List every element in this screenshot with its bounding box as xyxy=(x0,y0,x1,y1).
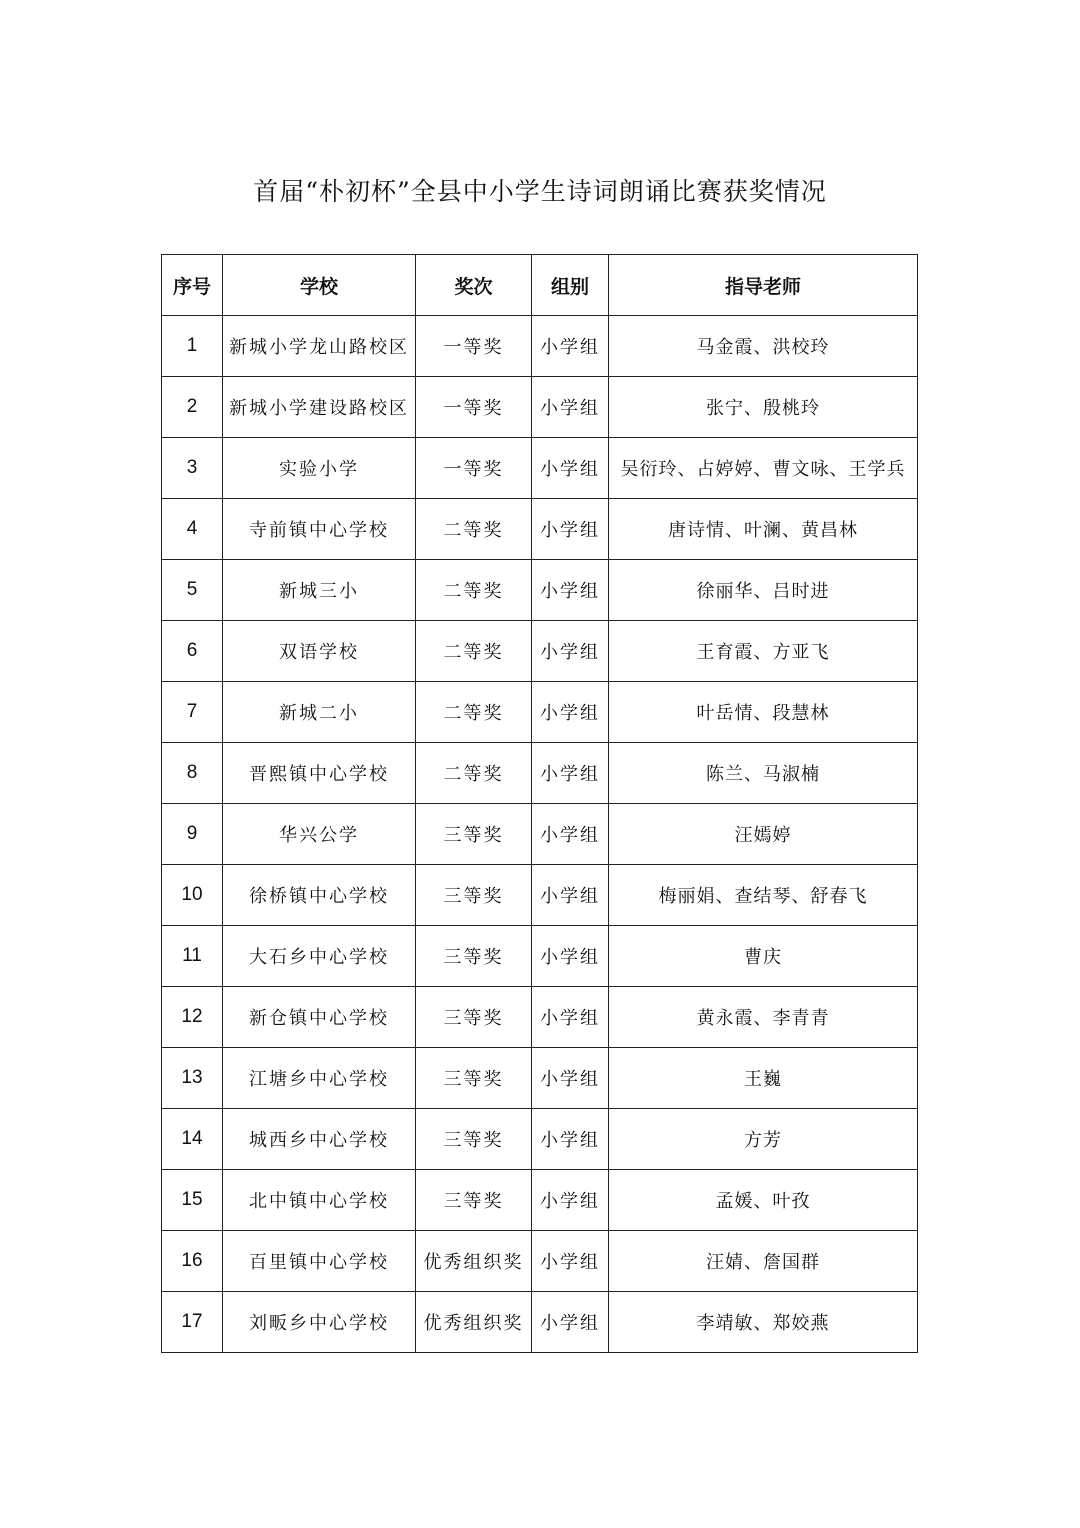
cell-group: 小学组 xyxy=(532,804,609,865)
table-row xyxy=(162,377,918,438)
header-no: 序号 xyxy=(162,255,223,316)
table-header-row xyxy=(162,255,918,316)
cell-no: 3 xyxy=(162,438,223,499)
table-row xyxy=(162,316,918,377)
cell-teacher: 李靖敏、郑姣燕 xyxy=(609,1292,918,1353)
header-school: 学校 xyxy=(223,255,416,316)
table-row xyxy=(162,804,918,865)
table-row xyxy=(162,438,918,499)
cell-award: 二等奖 xyxy=(416,621,532,682)
cell-school: 寺前镇中心学校 xyxy=(223,499,416,560)
cell-no: 5 xyxy=(162,560,223,621)
cell-school: 新仓镇中心学校 xyxy=(223,987,416,1048)
cell-school: 新城二小 xyxy=(223,682,416,743)
cell-teacher: 曹庆 xyxy=(609,926,918,987)
cell-teacher: 马金霞、洪校玲 xyxy=(609,316,918,377)
header-teacher: 指导老师 xyxy=(609,255,918,316)
cell-award: 二等奖 xyxy=(416,743,532,804)
cell-group: 小学组 xyxy=(532,682,609,743)
table-row xyxy=(162,499,918,560)
cell-award: 二等奖 xyxy=(416,682,532,743)
cell-group: 小学组 xyxy=(532,560,609,621)
table-row xyxy=(162,621,918,682)
cell-group: 小学组 xyxy=(532,1048,609,1109)
cell-award: 三等奖 xyxy=(416,865,532,926)
cell-school: 实验小学 xyxy=(223,438,416,499)
cell-no: 9 xyxy=(162,804,223,865)
table-row xyxy=(162,865,918,926)
cell-no: 13 xyxy=(162,1048,223,1109)
cell-award: 一等奖 xyxy=(416,316,532,377)
cell-school: 新城小学龙山路校区 xyxy=(223,316,416,377)
cell-group: 小学组 xyxy=(532,926,609,987)
cell-award: 优秀组织奖 xyxy=(416,1292,532,1353)
cell-teacher: 汪婧、詹国群 xyxy=(609,1231,918,1292)
cell-no: 17 xyxy=(162,1292,223,1353)
cell-teacher: 汪嫣婷 xyxy=(609,804,918,865)
cell-no: 6 xyxy=(162,621,223,682)
cell-teacher: 孟媛、叶孜 xyxy=(609,1170,918,1231)
cell-group: 小学组 xyxy=(532,499,609,560)
table-row xyxy=(162,987,918,1048)
cell-no: 12 xyxy=(162,987,223,1048)
cell-teacher: 方芳 xyxy=(609,1109,918,1170)
cell-group: 小学组 xyxy=(532,1109,609,1170)
header-award: 奖次 xyxy=(416,255,532,316)
awards-table xyxy=(161,254,918,1353)
cell-school: 徐桥镇中心学校 xyxy=(223,865,416,926)
cell-award: 一等奖 xyxy=(416,377,532,438)
cell-teacher: 王育霞、方亚飞 xyxy=(609,621,918,682)
cell-award: 一等奖 xyxy=(416,438,532,499)
table-row xyxy=(162,926,918,987)
cell-no: 11 xyxy=(162,926,223,987)
cell-teacher: 唐诗情、叶澜、黄昌林 xyxy=(609,499,918,560)
table-row xyxy=(162,682,918,743)
cell-award: 三等奖 xyxy=(416,1048,532,1109)
cell-no: 16 xyxy=(162,1231,223,1292)
cell-teacher: 王巍 xyxy=(609,1048,918,1109)
cell-group: 小学组 xyxy=(532,1170,609,1231)
cell-no: 2 xyxy=(162,377,223,438)
cell-school: 城西乡中心学校 xyxy=(223,1109,416,1170)
table-row xyxy=(162,1170,918,1231)
cell-school: 刘畈乡中心学校 xyxy=(223,1292,416,1353)
cell-school: 大石乡中心学校 xyxy=(223,926,416,987)
cell-teacher: 张宁、殷桃玲 xyxy=(609,377,918,438)
cell-school: 晋熙镇中心学校 xyxy=(223,743,416,804)
cell-award: 优秀组织奖 xyxy=(416,1231,532,1292)
cell-award: 三等奖 xyxy=(416,926,532,987)
cell-school: 华兴公学 xyxy=(223,804,416,865)
cell-school: 新城小学建设路校区 xyxy=(223,377,416,438)
cell-teacher: 黄永霞、李青青 xyxy=(609,987,918,1048)
cell-no: 8 xyxy=(162,743,223,804)
cell-no: 4 xyxy=(162,499,223,560)
table-row xyxy=(162,1048,918,1109)
cell-school: 百里镇中心学校 xyxy=(223,1231,416,1292)
cell-group: 小学组 xyxy=(532,1292,609,1353)
page-title: 首届“朴初杯”全县中小学生诗词朗诵比赛获奖情况 xyxy=(253,177,827,206)
cell-teacher: 陈兰、马淑楠 xyxy=(609,743,918,804)
cell-no: 14 xyxy=(162,1109,223,1170)
cell-group: 小学组 xyxy=(532,316,609,377)
table-row xyxy=(162,1231,918,1292)
table-row xyxy=(162,1292,918,1353)
cell-teacher: 徐丽华、吕时进 xyxy=(609,560,918,621)
cell-school: 新城三小 xyxy=(223,560,416,621)
cell-teacher: 吴衍玲、占婷婷、曹文咏、王学兵 xyxy=(609,438,918,499)
cell-group: 小学组 xyxy=(532,987,609,1048)
cell-award: 三等奖 xyxy=(416,1170,532,1231)
cell-no: 7 xyxy=(162,682,223,743)
table-row xyxy=(162,1109,918,1170)
cell-school: 江塘乡中心学校 xyxy=(223,1048,416,1109)
cell-group: 小学组 xyxy=(532,377,609,438)
cell-no: 1 xyxy=(162,316,223,377)
cell-group: 小学组 xyxy=(532,438,609,499)
table-row xyxy=(162,560,918,621)
table-row xyxy=(162,743,918,804)
cell-award: 二等奖 xyxy=(416,560,532,621)
header-group: 组别 xyxy=(532,255,609,316)
cell-group: 小学组 xyxy=(532,743,609,804)
cell-award: 三等奖 xyxy=(416,987,532,1048)
cell-teacher: 叶岳情、段慧林 xyxy=(609,682,918,743)
cell-no: 10 xyxy=(162,865,223,926)
cell-group: 小学组 xyxy=(532,621,609,682)
cell-award: 三等奖 xyxy=(416,1109,532,1170)
cell-award: 二等奖 xyxy=(416,499,532,560)
cell-group: 小学组 xyxy=(532,865,609,926)
cell-no: 15 xyxy=(162,1170,223,1231)
cell-school: 双语学校 xyxy=(223,621,416,682)
cell-school: 北中镇中心学校 xyxy=(223,1170,416,1231)
cell-group: 小学组 xyxy=(532,1231,609,1292)
table-body xyxy=(162,316,918,1353)
cell-award: 三等奖 xyxy=(416,804,532,865)
cell-teacher: 梅丽娟、查结琴、舒春飞 xyxy=(609,865,918,926)
